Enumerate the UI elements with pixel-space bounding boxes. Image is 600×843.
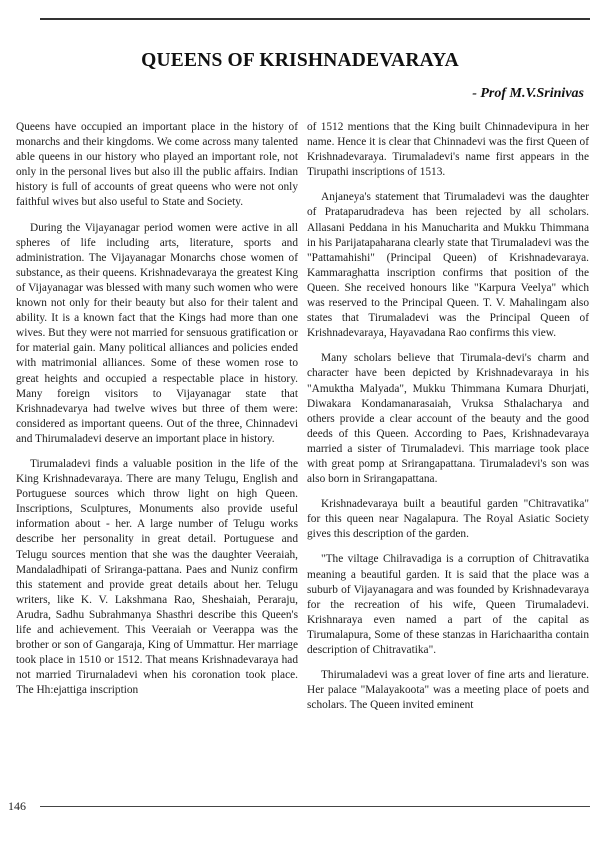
paragraph: During the Vijayanagar period women were active in all spheres of life including arts, literature, sports and administration. The Vijayanagar Monarchs chose women of substance, as their queens. Krishnadevaraya the greatest King of Vijayanagar was blessed with many such women who were known not only for their beauty but also for their talent and ability. It is a known fact that the Kings had more than one wives. But they were not married for sensuous gratification or for material gain. Many political alliances and policies ended with matrimonial alliances. Some of these women rose to great heights and occupied a respectable place in history. Many foreign visitors to Vijayanagar state that Krishnadevarya had twelve wives but three of them were: considered as important queens. Out of the three, Chinnadevi and Thirumaladevi deserve an important place in history. — [16, 221, 298, 445]
bottom-rule — [40, 806, 590, 807]
paragraph: Thirumaladevi was a great lover of fine arts and lierature. Her palace "Malayakoota" was a meeting place of poets and scholars. The Queen invited eminent — [307, 669, 589, 712]
page-number: 146 — [8, 799, 26, 813]
top-rule — [40, 18, 590, 20]
right-column — [307, 120, 589, 723]
paragraph: Anjaneya's statement that Tirumaladevi was the daughter of Prataparudradeva has been rejected by all scholars. Allasani Peddana in his Manucharita and Mukku Thimmana in his Parijatapaharana clearly state that Tirumaladevi was the "Pattamahishi" (Principal Queen) of Krishnadevaraya. Kammaraghatta inscription confirms that position of the Queen. She received honours like "Karpura Veelya" which was reserved to the Principal Queen. T. V. Mahalingam also states that Tirumaladevi was the Principal Queen of Krishnadevaraya, Hayavadana Rao confirms this view. — [307, 191, 589, 340]
paragraph: Queens have occupied an important place in the history of monarchs and their kingdoms. We come across many talented able queens in our history who played an important role, not only in the personal lives but also ill the public affairs. Indian history is full of accounts of great queens who were not only faithful wives but also useful to State and Society. — [16, 121, 298, 209]
author-byline: - Prof M.V.Srinivas — [472, 86, 584, 101]
paragraph: Krishnadevaraya built a beautiful garden "Chitravatika" for this queen near Nagalapura. The Royal Asiatic Society gives this description of the garden. — [307, 498, 589, 541]
paragraph: "The viltage Chilravadiga is a corruption of Chitravatika meaning a beautiful garden. It is said that the place was a suburb of Vijayanagara and was founded by Krishnadevaraya for the recreation of his wife, Queen Tirumaladevi. Krishnaraya even named a part of the capital as Tirumalapura, Some of these stanzas in Harichaaritha contain description of Chitravatika". — [307, 553, 589, 656]
article-title: QUEENS OF KRISHNADEVARAYA — [141, 50, 459, 71]
paragraph: Many scholars believe that Tirumala-devi's charm and character have been depicted by Krishnadevaraya in his "Amuktha Malyada", Mukku Thimmana Kumara Dhurjati, Diwakara Kondamanarasaiah, Vruksa Sthalacharya and others provide a clear account of the beauty and the good deeds of this Queen. According to Paes, Krishnadevaraya married a sister of Tirumaladevi. This marriage took place with great pomp at Srirangapattana. Tirumaladevi's son was also born in Srirangapattana. — [307, 352, 589, 486]
left-column — [16, 120, 298, 708]
paragraph: of 1512 mentions that the King built Chinnadevipura in her name. Hence it is clear that Chinnadevi was the first Queen of Krishnadevaraya. Tirumaladevi's name first appears in the Tirupathi inscriptions of 1513. — [307, 121, 589, 179]
paragraph: Tirumaladevi finds a valuable position in the life of the King Krishnadevaraya. There are many Telugu, English and Portuguese sources which throw light on high Queen. Inscriptions, Sculptures, Monuments also provide useful information about - her. A large number of Telugu works describe her personality in great detail. Portuguese and Telugu sources mention that she was the daughter Veeraiah, Mandaladhipati of Sriranga-pattana. Paes and Nuniz confirm this statement and provide great details about her. Telugu writers, like K. V. Lakshmana Rao, Sheshaiah, Peraraju, Arudra, Sadhu Subrahmanya Shasthri describe this Queen's life and achievement. This Veeraiah or Veerappa was the brother or son of Gangaraja, King of Ummattur. Her marriage took place in 1510 or 1512. That means Krishnadevaraya had not married Tirurnaladevi when his coronation took place. The Hh:ejattiga inscription — [16, 457, 298, 697]
